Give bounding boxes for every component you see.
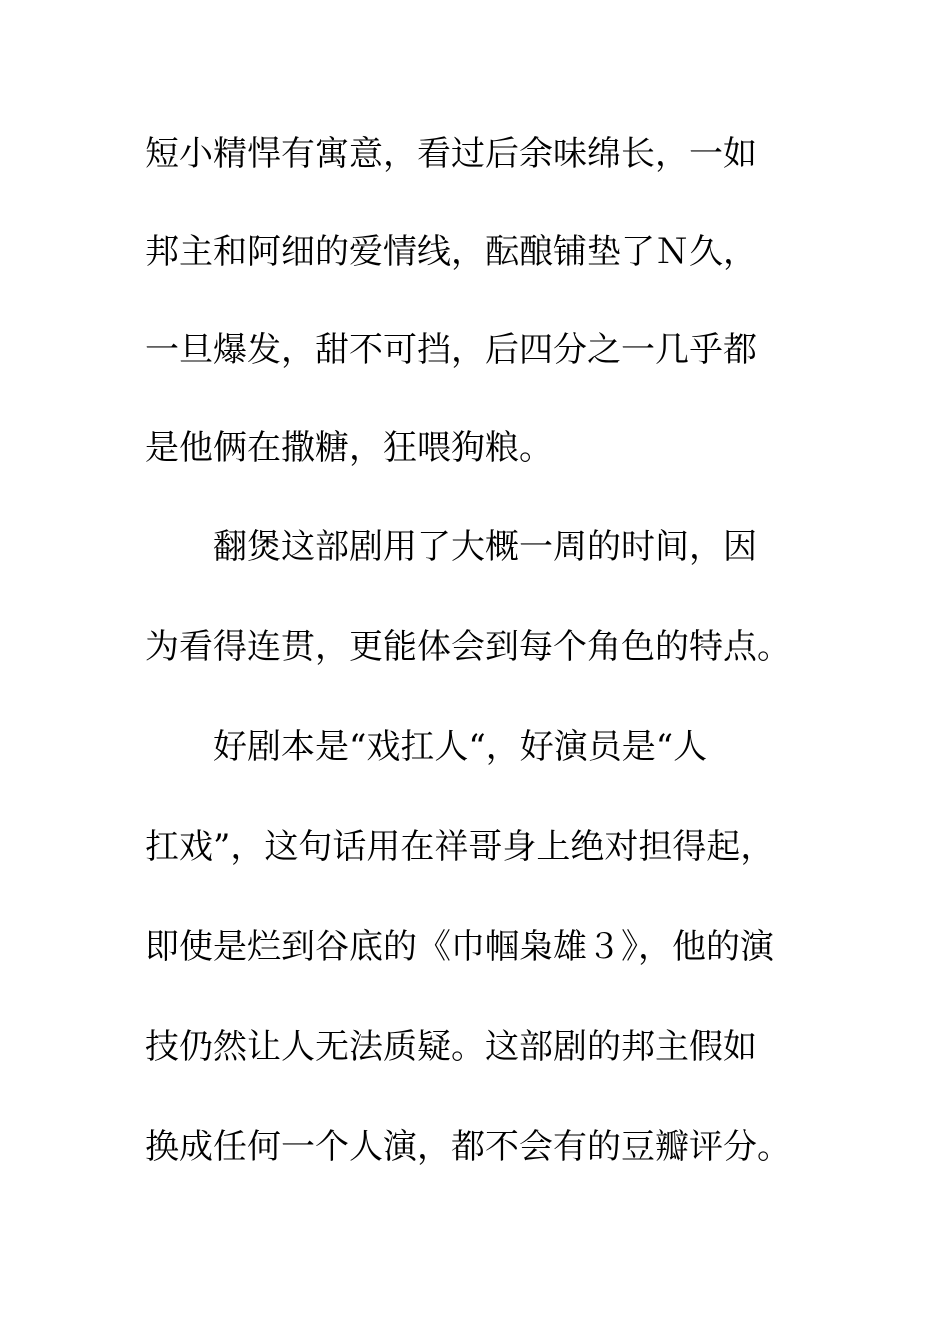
text-line: 技仍然让人无法质疑。这部剧的邦主假如	[145, 1027, 757, 1067]
text-line: 邦主和阿细的爱情线，酝酿铺垫了Ｎ久，	[145, 232, 757, 272]
text-line: 扛戏”，这句话用在祥哥身上绝对担得起，	[145, 827, 775, 867]
text-line: 是他俩在撒糖，狂喂狗粮。	[145, 428, 553, 468]
text-line: 即使是烂到谷底的《巾帼枭雄３》，他的演	[145, 927, 774, 967]
text-line: 换成任何一个人演，都不会有的豆瓣评分。	[145, 1127, 791, 1167]
text-line: 好剧本是“戏扛人“，好演员是“人	[213, 727, 708, 767]
text-line: 短小精悍有寓意，看过后余味绵长，一如	[145, 134, 757, 174]
text-line: 为看得连贯，更能体会到每个角色的特点。	[145, 627, 791, 667]
text-line: 一旦爆发，甜不可挡，后四分之一几乎都	[145, 330, 757, 370]
text-line: 翻煲这部剧用了大概一周的时间，因	[213, 527, 757, 567]
